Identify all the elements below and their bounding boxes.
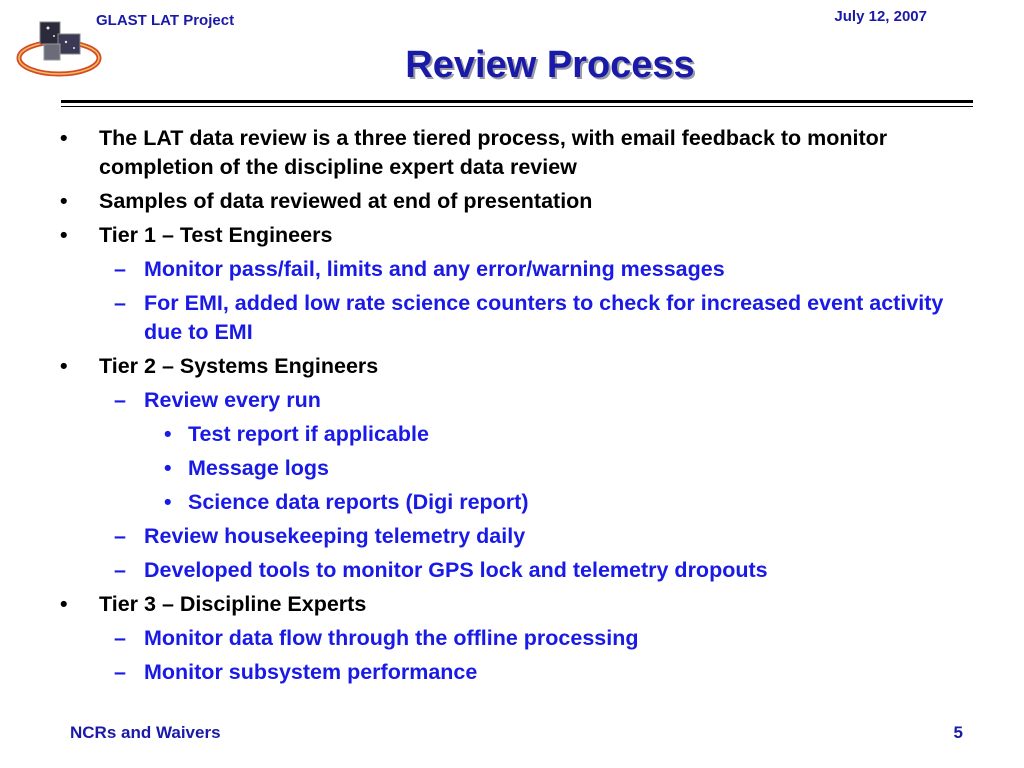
sub-bullet-text: Developed tools to monitor GPS lock and telemetry dropouts	[144, 558, 768, 582]
bullet-text: The LAT data review is a three tiered process, with email feedback to monitor completion of the discipline expert data review	[99, 126, 888, 179]
sub-bullet-text: Review housekeeping telemetry daily	[144, 524, 526, 548]
bullet-marker: •	[60, 189, 68, 213]
sub-bullet-text: Monitor subsystem performance	[144, 660, 478, 684]
dash-marker: –	[114, 660, 126, 684]
sub-bullet-item	[0, 255, 1024, 284]
bullet-marker: •	[60, 223, 68, 247]
title-divider-thick	[61, 100, 973, 103]
dash-marker: –	[114, 626, 126, 650]
bullet-marker: •	[60, 126, 68, 150]
bullet-item	[0, 352, 1024, 381]
bullet-marker: •	[164, 490, 172, 514]
dash-marker: –	[114, 291, 126, 315]
sub-sub-bullet-item	[0, 420, 1024, 449]
bullet-marker: •	[60, 592, 68, 616]
bullet-item	[0, 187, 1024, 216]
sub-bullet-item	[0, 386, 1024, 415]
sub-sub-bullet-text: Test report if applicable	[188, 422, 429, 446]
bullet-marker: •	[164, 456, 172, 480]
sub-bullet-text: Monitor data flow through the offline processing	[144, 626, 639, 650]
bullet-text: Samples of data reviewed at end of presentation	[99, 189, 593, 213]
bullet-item	[0, 221, 1024, 250]
bullet-marker: •	[164, 422, 172, 446]
dash-marker: –	[114, 558, 126, 582]
bullet-text: Tier 1 – Test Engineers	[99, 223, 333, 247]
sub-bullet-item	[0, 289, 1024, 347]
slide-title: Review Process	[405, 44, 695, 86]
page-number: 5	[953, 723, 963, 742]
sub-sub-bullet-text: Science data reports (Digi report)	[188, 490, 529, 514]
sub-bullet-item	[0, 624, 1024, 653]
dash-marker: –	[114, 388, 126, 412]
footer-section-title: NCRs and Waivers	[70, 723, 221, 742]
bullet-item	[0, 124, 1024, 182]
sub-bullet-item	[0, 658, 1024, 687]
sub-sub-bullet-text: Message logs	[188, 456, 329, 480]
sub-sub-bullet-item	[0, 488, 1024, 517]
sub-bullet-text: Review every run	[144, 388, 321, 412]
sub-bullet-item	[0, 522, 1024, 551]
project-name: GLAST LAT Project	[96, 12, 235, 29]
sub-bullet-text: Monitor pass/fail, limits and any error/warning messages	[144, 257, 725, 281]
sub-bullet-item	[0, 556, 1024, 585]
bullet-item	[0, 590, 1024, 619]
bullet-text: Tier 3 – Discipline Experts	[99, 592, 367, 616]
bullet-list	[0, 124, 1024, 692]
sub-sub-bullet-item	[0, 454, 1024, 483]
presentation-date: July 12, 2007	[834, 8, 927, 25]
bullet-text: Tier 2 – Systems Engineers	[99, 354, 379, 378]
sub-bullet-text: For EMI, added low rate science counters to check for increased event activity due to EMI	[144, 291, 944, 344]
title-divider-thin	[61, 106, 973, 107]
dash-marker: –	[114, 257, 126, 281]
bullet-marker: •	[60, 354, 68, 378]
dash-marker: –	[114, 524, 126, 548]
